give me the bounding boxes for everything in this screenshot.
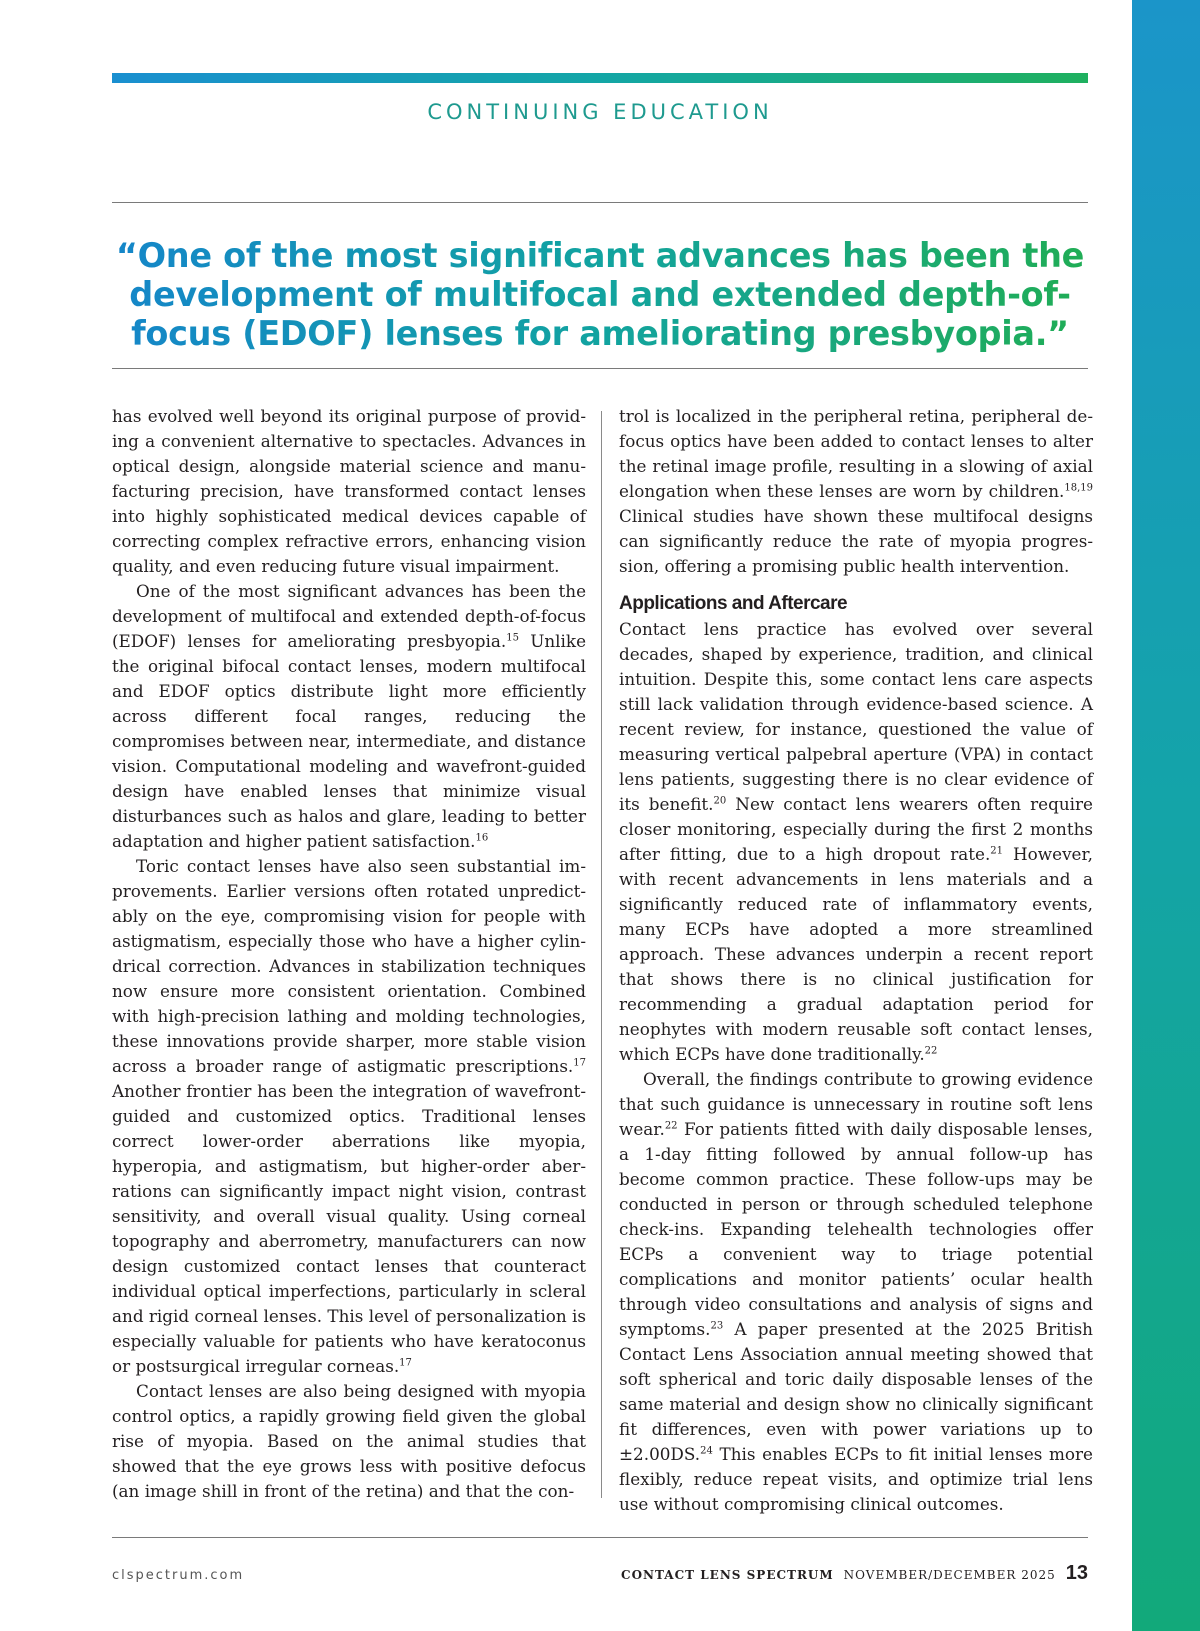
issue-date: NOVEMBER/DECEMBER 2025 [843, 1568, 1056, 1582]
citation: 16 [475, 832, 489, 844]
section-subheading: Applications and Aftercare [619, 593, 848, 614]
quote-top-divider [112, 202, 1088, 203]
citation: 15 [506, 632, 519, 644]
paragraph [619, 617, 1093, 1067]
paragraph [112, 854, 586, 1379]
section-label: CONTINUING EDUCATION [427, 100, 773, 124]
paragraph-text: Unlike the original bifocal contact lenses, modern multifocal and EDOF optics distribute light more efficiently across different focal ranges, reducing the compromises between near, intermediate, and distance vision. Computational modeling and wavefront-guided design have enabled lenses that minimize visual disturbances such as halos and glare, leading to better adaptation and higher patient satisfaction. [112, 631, 586, 851]
paragraph-text: has evolved well beyond its original purpose of providing a convenient alternative to spectacles. Advances in optical design, alongside material science and manufacturing precision, have transformed contact lenses into highly sophisticated medical devices capable of correcting complex refractive errors, enhancing vision quality, and even reducing future visual impairment. [112, 406, 586, 576]
footer-issue-info [621, 1562, 1088, 1585]
left-column [112, 404, 586, 1504]
footer-divider [112, 1537, 1088, 1538]
citation: 23 [710, 1320, 724, 1332]
paragraph-text: A paper presented at the 2025 British Contact Lens Association annual meeting showed that soft spherical and toric daily disposable lenses of the same material and design show no clinically significant fit differences, even with power variations up to ±2.00DS. [619, 1319, 1093, 1464]
citation: 22 [664, 1120, 678, 1132]
side-color-bar [1132, 0, 1200, 1631]
pull-quote: “One of the most significant advances has been the development of multifocal and extended depth-of-focus (EDOF) lenses for ameliorating presbyopia.” [112, 236, 1088, 353]
paragraph-text: Another frontier has been the integration of wavefront-guided and customized optics. Traditional lenses correct lower-order aberrations like myopia, hyperopia, and astigmatism, but higher-order aberrations can significantly impact night vision, contrast sensitivity, and overall visual quality. Using corneal topography and aberrometry, manufacturers can now design customized contact lenses that counteract individual optical imperfections, particularly in scleral and rigid corneal lenses. This level of personalization is especially valuable for patients who have keratoconus or postsurgical irregular corneas. [112, 1081, 586, 1376]
citation: 20 [713, 795, 727, 807]
footer-website: clspectrum.com [112, 1568, 245, 1583]
paragraph-text: Toric contact lenses have also seen substantial improvements. Earlier versions often rotated unpredictably on the eye, compromising vision for people with astigmatism, especially those who have a higher cylindrical correction. Advances in stabilization techniques now ensure more consistent orientation. Combined with high-precision lathing and molding technologies, these innovations provide sharper, more stable vision across a broader range of astigmatic prescriptions. [112, 856, 586, 1076]
quote-bottom-divider [112, 368, 1088, 369]
citation: 24 [700, 1445, 713, 1457]
citation: 17 [399, 1357, 412, 1369]
citation: 22 [924, 1045, 938, 1057]
citation: 17 [573, 1057, 586, 1069]
paragraph [619, 1067, 1093, 1517]
column-divider [601, 411, 602, 1498]
paragraph-text: Contact lenses are also being designed with myopia control optics, a rapidly growing field given the global rise of myopia. Based on the animal studies that showed that the eye grows less with positive defocus (an image shill in front of the retina) and that the con- [112, 1381, 586, 1501]
top-gradient-rule [112, 73, 1088, 83]
paragraph [619, 404, 1093, 579]
citation: 18,19 [1064, 482, 1093, 494]
paragraph [112, 404, 586, 579]
paragraph-text: Contact lens practice has evolved over several decades, shaped by experience, tradition, and clinical intuition. Despite this, some contact lens care aspects still lack validation through evidence-based science. A recent review, for instance, questioned the value of measuring vertical palpebral aperture (VPA) in contact lens patients, suggesting there is no clear evidence of its benefit. [619, 619, 1093, 814]
paragraph-text: Overall, the findings contribute to growing evidence that such guidance is unnecessary in routine soft lens wear. [619, 1069, 1093, 1139]
magazine-name: CONTACT LENS SPECTRUM [621, 1568, 834, 1582]
paragraph [112, 1379, 586, 1504]
page-number: 13 [1065, 1562, 1088, 1584]
citation: 21 [990, 845, 1004, 857]
paragraph [112, 579, 586, 854]
paragraph-text: This enables ECPs to fit initial lenses more flexibly, reduce repeat visits, and optimize trial lens use without compromising clinical outcomes. [619, 1444, 1093, 1514]
paragraph-text: trol is localized in the peripheral retina, peripheral defocus optics have been added to contact lenses to alter the retinal image profile, resulting in a slowing of axial elongation when these lenses are worn by children. [619, 406, 1093, 501]
right-column [619, 404, 1093, 1517]
paragraph-text: One of the most significant advances has been the development of multifocal and extended depth-of-focus (EDOF) lenses for ameliorating presbyopia. [112, 581, 586, 651]
paragraph-text: However, with recent advancements in lens materials and a significantly reduced rate of inflammatory events, many ECPs have adopted a more streamlined approach. These advances underpin a recent report that shows there is no clinical justification for recommending a gradual adaptation period for neophytes with modern reusable soft contact lenses, which ECPs have done traditionally. [619, 844, 1093, 1064]
paragraph-text: For patients fitted with daily disposable lenses, a 1-day fitting followed by annual follow-up has become common practice. These follow-ups may be conducted in person or through scheduled telephone check-ins. Expanding telehealth technologies offer ECPs a convenient way to triage potential complications and monitor patients’ ocular health through video consultations and analysis of signs and symptoms. [619, 1119, 1093, 1339]
paragraph-text: Clinical studies have shown these multifocal designs can significantly reduce the rate of myopia progression, offering a promising public health intervention. [619, 506, 1093, 576]
paragraph-text: New contact lens wearers often require closer monitoring, especially during the first 2 months after fitting, due to a high dropout rate. [619, 794, 1093, 864]
